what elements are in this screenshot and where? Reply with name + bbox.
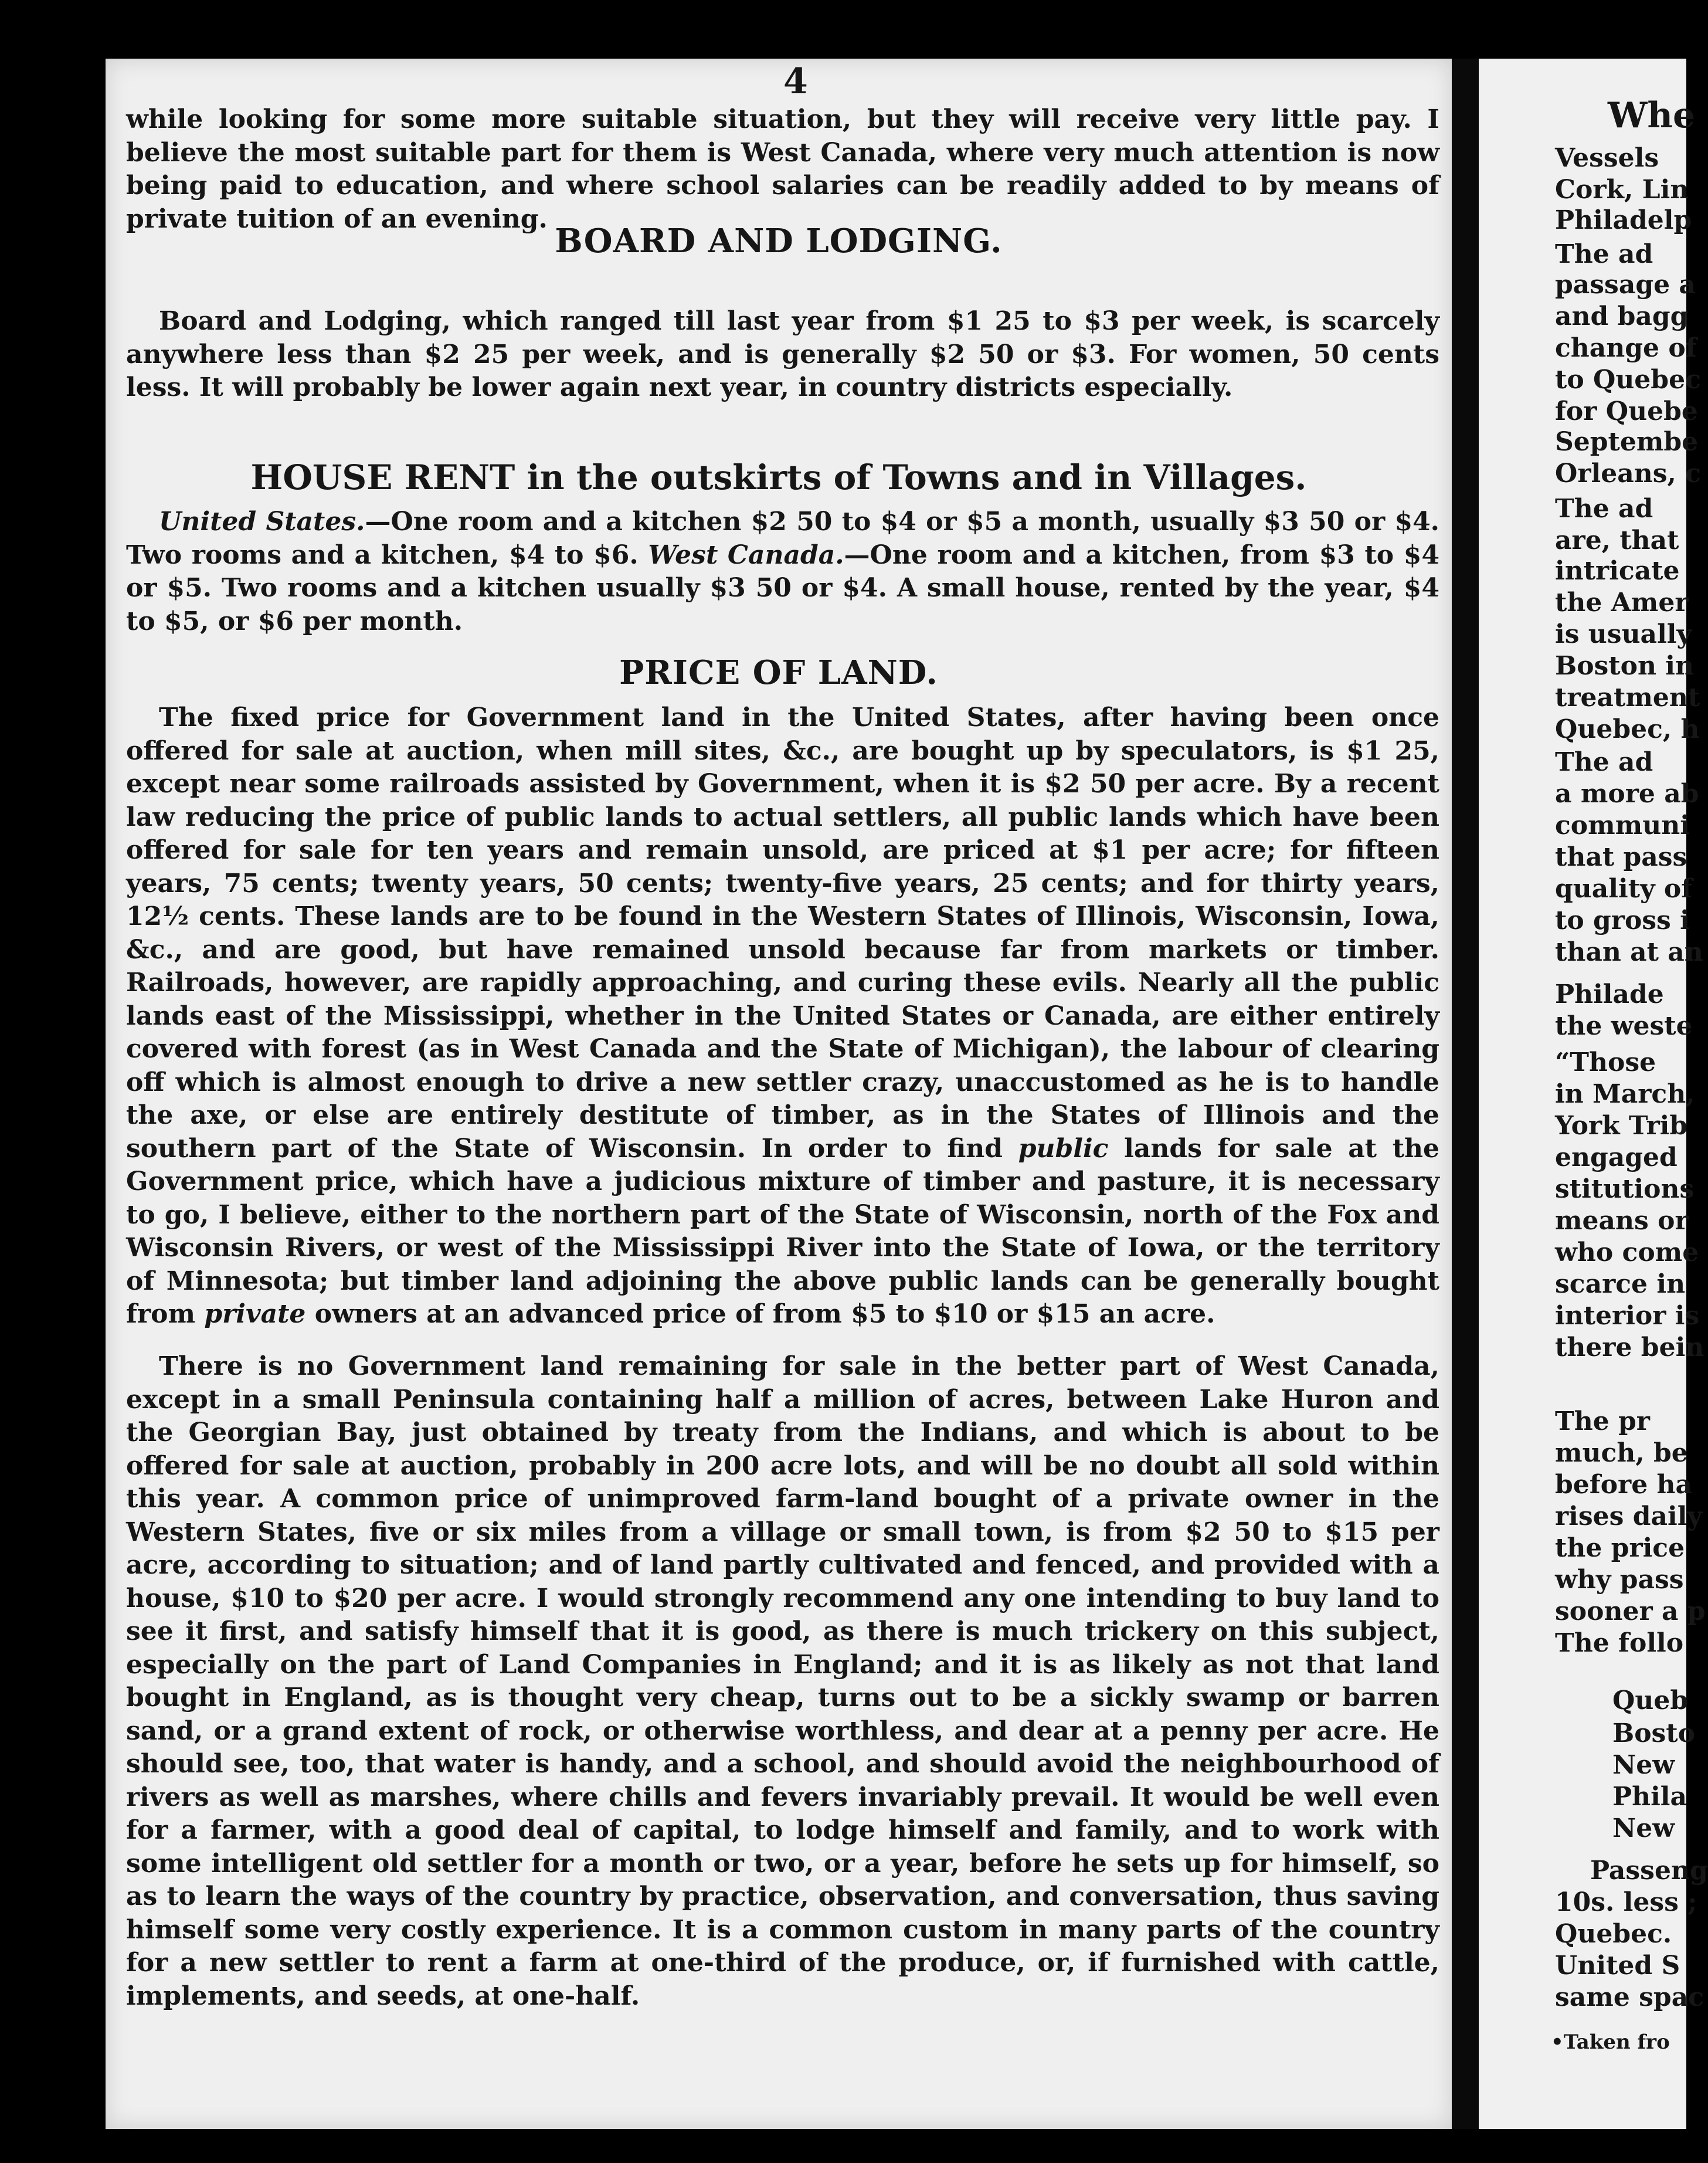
right-column-line: scarce in (1555, 1269, 1686, 1299)
right-column-line: why pass (1555, 1565, 1684, 1595)
right-column-line: Queb (1612, 1686, 1689, 1716)
right-column-line: to gross i (1555, 906, 1690, 935)
land-heading: PRICE OF LAND. (619, 653, 938, 692)
right-column-line: than at an (1555, 937, 1703, 967)
right-column-line: intricate (1555, 556, 1680, 586)
right-column-line: Cork, Lin (1555, 175, 1689, 205)
right-column-line: The follo (1555, 1628, 1684, 1658)
rent-us-label: United States. (159, 507, 365, 537)
page-number: 4 (783, 61, 808, 102)
right-column-line: Orleans, c (1555, 459, 1701, 489)
right-column-line: New (1612, 1750, 1675, 1780)
right-column-line: The ad (1555, 494, 1653, 524)
right-column-line: passage a (1555, 270, 1696, 300)
right-column-line: Boston in (1555, 651, 1694, 681)
right-column-title: Whe (1608, 95, 1696, 136)
right-column-line: the weste (1555, 1011, 1693, 1041)
right-column-line: The ad (1555, 747, 1653, 777)
right-column-line: and bagg (1555, 301, 1689, 331)
right-column-line: the Amer (1555, 588, 1689, 618)
rent-us-text: —One room and a kitchen $2 50 to $4 or $5 a month, usually $3 50 or $4. Two rooms and a kitchen, $4 to $6. (126, 507, 1440, 570)
right-column-line: are, that (1555, 526, 1679, 555)
right-column-line: Philadelp (1555, 205, 1692, 235)
land-p1-part-b: lands for sale at the Government price, which have a judicious mixture of timber and pasture, it is necessary to go, I believe, either to the northern part of the State of Wisconsin, north of the Fox and Wisconsin Rivers, or west of the Mississippi River into the State of Iowa, or the territory of Minnesota; but timber land adjoining the above public lands can be generally bought from (126, 1133, 1440, 1329)
right-column-line: The pr (1555, 1406, 1650, 1436)
right-column-line: to Quebec (1555, 365, 1701, 395)
right-column-line: engaged (1555, 1142, 1678, 1172)
rent-wc-label: West Canada. (648, 540, 844, 570)
right-column-line: rises daily (1555, 1501, 1703, 1531)
land-p1-public: public (1018, 1133, 1109, 1164)
right-column-line: in March, (1555, 1079, 1695, 1109)
right-column-line: Quebec, h (1555, 714, 1700, 744)
right-column-line: same spac (1555, 1982, 1704, 2012)
right-column-line: that pass (1555, 842, 1687, 872)
right-column-footnote: •Taken fro (1551, 2030, 1670, 2054)
right-column-line: York Trib (1555, 1111, 1688, 1141)
right-column-line: treatment (1555, 683, 1700, 713)
right-column-line: 10s. less ; (1555, 1887, 1697, 1917)
rent-paragraph (126, 506, 1439, 638)
right-column-line: for Quebe (1555, 396, 1698, 426)
right-column-line: Phila (1612, 1782, 1687, 1812)
land-p1-part-c: owners at an advanced price of from $5 to $10 or $15 an acre. (305, 1299, 1215, 1329)
intro-paragraph: while looking for some more suitable situation, but they will receive very little pay. I believe the most suitable part for them is West Canada, where very much attention is now being paid to education, and where school salaries can be readily added to by means of private tuition of an evening. (126, 104, 1439, 234)
right-column-line: sooner a p (1555, 1596, 1706, 1626)
right-column-line: Passeng (1590, 1856, 1708, 1886)
right-column-line: change of (1555, 333, 1697, 363)
right-column-line: Vessels (1555, 143, 1659, 173)
right-column-line: communi (1555, 811, 1690, 840)
right-column-line: United S (1555, 1951, 1680, 1981)
right-column-line: New (1612, 1813, 1675, 1843)
right-column-line: there bein (1555, 1333, 1704, 1362)
right-column-line: Bosto (1612, 1718, 1695, 1748)
right-column-line: quality of (1555, 874, 1693, 904)
right-column-line: Quebec. (1555, 1919, 1672, 1949)
rent-wc-text: —One room and a kitchen, from $3 to $4 or $5. Two rooms and a kitchen usually $3 50 or $4. A small house, rented by the year, $4 to $5, or $6 per month. (126, 540, 1439, 636)
right-column-line: is usually (1555, 619, 1692, 649)
right-column-line: means or (1555, 1206, 1689, 1236)
right-column-line: a more ab (1555, 779, 1699, 809)
board-heading: BOARD AND LODGING. (555, 222, 1003, 260)
right-column-line: interior is (1555, 1301, 1700, 1331)
right-column-line: Septembe (1555, 427, 1699, 457)
right-column-line: the price (1555, 1533, 1685, 1563)
page-gutter (1452, 59, 1479, 2129)
rent-heading: HOUSE RENT in the outskirts of Towns and in Villages. (250, 457, 1307, 497)
right-column-line: “Those (1555, 1047, 1656, 1077)
right-column-line: Philade (1555, 979, 1664, 1009)
land-p1-part-a: The fixed price for Government land in the United States, after having been once offered for sale at auction, when mill sites, &c., are bought up by speculators, is $1 25, except near some railroads assisted by Government, when it is $2 50 per acre. By a recent law reducing the price of public lands to actual settlers, all public lands which have been offered for sale for ten years and remain unsold, are priced at $1 per acre; for fifteen years, 75 cents; twenty years, 50 cents; twenty-five years, 25 cents; and for thirty years, 12½ cents. These lands are to be found in the Western States of Illinois, Wisconsin, Iowa, &c., and are good, but have remained unsold because far from markets or timber. Railroads, however, are rapidly approaching, and curing these evils. Nearly all the public lands east of the Mississippi, whether in the United States or Canada, are either entirely covered with forest (as in West Canada and the State of Michigan), the labour of clearing off which is almost enough to drive a new settler crazy, unaccustomed as he is to handle the axe, or else are entirely destitute of timber, as in the States of Illinois and the southern part of the State of Wisconsin. In order to find (126, 703, 1439, 1164)
right-column-line: who come (1555, 1238, 1699, 1267)
board-paragraph: Board and Lodging, which ranged till last year from $1 25 to $3 per week, is scarcely anywhere less than $2 25 per week, and is generally $2 50 or $3. For women, 50 cents less. It will probably be lower again next year, in country districts especially. (126, 306, 1439, 402)
land-paragraph-2: There is no Government land remaining for sale in the better part of West Canada, except in a small Peninsula containing half a million of acres, between Lake Huron and the Georgian Bay, just obtained by treaty from the Indians, and which is about to be offered for sale at auction, probably in 200 acre lots, and will be no doubt all sold within this year. A common price of unimproved farm-land bought of a private owner in the Western States, five or six miles from a village or small town, is from $2 50 to $15 per acre, according to situation; and of land partly cultivated and fenced, and provided with a house, $10 to $20 per acre. I would strongly recommend any one intending to buy land to see it first, and satisfy himself that it is good, as there is much trickery on this subject, especially on the part of Land Companies in England; and it is as likely as not that land bought in England, as is thought very cheap, turns out to be a sickly swamp or barren sand, or a grand extent of rock, or otherwise worthless, and dear at a penny per acre. He should see, too, that water is handy, and a school, and should avoid the neighbourhood of rivers as well as marshes, where chills and fevers invariably prevail. It would be well even for a farmer, with a good deal of capital, to lodge himself and family, and to work with some intelligent old settler for a month or two, or a year, before he sets up for himself, so as to learn the ways of the country by practice, observation, and conversation, thus saving himself some very costly experience. It is a common custom in many parts of the country for a new settler to rent a farm at one-third of the produce, or, if furnished with cattle, implements, and seeds, at one-half. (126, 1351, 1439, 2011)
right-column-line: before ha (1555, 1470, 1693, 1500)
land-p1-private: private (204, 1299, 306, 1329)
land-paragraph-1 (126, 701, 1439, 1331)
right-column-line: The ad (1555, 239, 1653, 269)
right-column-line: stitutions (1555, 1174, 1695, 1204)
right-column-line: much, be (1555, 1438, 1688, 1468)
